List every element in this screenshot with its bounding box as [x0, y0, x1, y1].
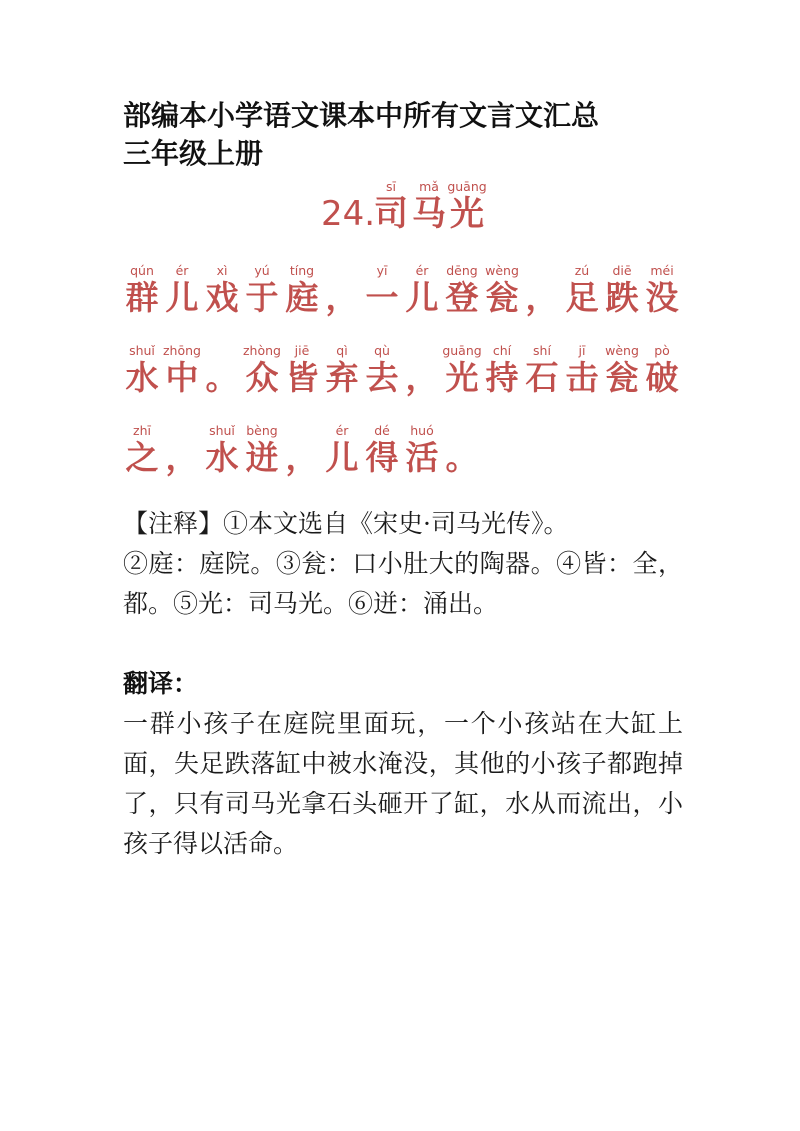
pinyin: guāng — [442, 343, 482, 358]
document-title: 部编本小学语文课本中所有文言文汇总 — [123, 99, 600, 132]
hanzi: 得 — [365, 438, 399, 477]
pinyin: zhōng — [163, 343, 201, 358]
hanzi: 弃 — [325, 358, 359, 397]
pinyin: pò — [654, 343, 670, 358]
pinyin: yī — [376, 263, 388, 278]
pinyin: qù — [374, 343, 390, 358]
hanzi: 皆 — [285, 358, 319, 397]
pinyin: qún — [130, 263, 154, 278]
hanzi: 光 — [450, 194, 484, 234]
pinyin: jī — [578, 343, 586, 358]
hanzi: 儿 — [405, 278, 439, 317]
hanzi: 于 — [245, 278, 279, 317]
hanzi: ， — [525, 278, 559, 317]
hanzi: 。 — [445, 438, 479, 477]
pinyin: guāng — [447, 179, 487, 194]
pinyin: wèng — [605, 343, 639, 358]
pinyin: shuǐ — [129, 343, 155, 358]
hanzi: 之 — [125, 438, 159, 477]
hanzi: 众 — [245, 358, 279, 397]
hanzi: 跌 — [605, 278, 639, 317]
hanzi: 。 — [205, 358, 239, 397]
hanzi: 持 — [485, 358, 519, 397]
hanzi: 石 — [525, 358, 559, 397]
pinyin: tíng — [289, 263, 315, 278]
translation-text: 一群小孩子在庭院里面玩，一个小孩站在大缸上面，失足跌落缸中被水淹没，其他的小孩子都跑掉了，只有司马光拿石头砸开了缸，水从而流出，小孩子得以活命。 — [123, 709, 683, 858]
hanzi: 庭 — [285, 278, 319, 317]
annotations — [123, 504, 683, 624]
classical-text-line-3 — [0, 424, 800, 504]
pinyin: méi — [650, 263, 674, 278]
text-char — [437, 424, 487, 478]
pinyin: mǎ — [419, 179, 439, 194]
hanzi: 瓮 — [605, 358, 639, 397]
hanzi: 中 — [165, 358, 199, 397]
hanzi: 活 — [405, 438, 439, 477]
pinyin: zhī — [133, 423, 151, 438]
pinyin: shí — [533, 343, 551, 358]
hanzi: 破 — [645, 358, 679, 397]
pinyin: bèng — [246, 423, 278, 438]
pinyin: dēng — [446, 263, 478, 278]
pinyin: shuǐ — [209, 423, 235, 438]
hanzi: 光 — [445, 358, 479, 397]
title-char — [442, 180, 492, 234]
hanzi: 迸 — [245, 438, 279, 477]
pinyin: huó — [410, 423, 434, 438]
hanzi: 儿 — [325, 438, 359, 477]
lesson-number-text: 24. — [320, 194, 376, 234]
hanzi: 水 — [205, 438, 239, 477]
classical-text-line-1 — [0, 264, 800, 344]
pinyin: jiē — [294, 343, 310, 358]
lesson-title — [0, 180, 800, 260]
pinyin: sī — [386, 179, 396, 194]
annotations-first-line: 【注释】①本文选自《宋史·司马光传》。 — [123, 509, 569, 538]
pinyin: diē — [612, 263, 632, 278]
text-char — [637, 344, 687, 398]
translation-heading: 翻译： — [123, 669, 199, 698]
classical-text-line-2 — [0, 344, 800, 424]
annotations-body: ②庭：庭院。③瓮：口小肚大的陶器。④皆：全，都。⑤光：司马光。⑥迸：涌出。 — [123, 549, 683, 618]
text-char — [637, 264, 687, 318]
hanzi: 登 — [445, 278, 479, 317]
pinyin — [437, 424, 487, 438]
hanzi: 戏 — [205, 278, 239, 317]
pinyin: ér — [175, 263, 189, 278]
hanzi: 没 — [645, 278, 679, 317]
pinyin: chí — [492, 343, 512, 358]
hanzi: ， — [405, 358, 439, 397]
hanzi: ， — [325, 278, 359, 317]
pinyin: ér — [335, 423, 349, 438]
hanzi: 击 — [565, 358, 599, 397]
pinyin: qì — [336, 343, 348, 358]
hanzi: 足 — [565, 278, 599, 317]
hanzi: 瓮 — [485, 278, 519, 317]
pinyin: zú — [574, 263, 590, 278]
hanzi: 马 — [412, 194, 446, 234]
hanzi: ， — [285, 438, 319, 477]
hanzi: 去 — [365, 358, 399, 397]
hanzi: ， — [165, 438, 199, 477]
pinyin: dé — [374, 423, 390, 438]
pinyin: wèng — [485, 263, 519, 278]
hanzi: 一 — [365, 278, 399, 317]
pinyin: zhòng — [243, 343, 281, 358]
hanzi: 水 — [125, 358, 159, 397]
pinyin: ér — [415, 263, 429, 278]
hanzi: 司 — [374, 194, 408, 234]
pinyin: xì — [216, 263, 228, 278]
pinyin: yú — [254, 263, 270, 278]
hanzi: 儿 — [165, 278, 199, 317]
document-subtitle: 三年级上册 — [123, 137, 264, 170]
hanzi: 群 — [125, 278, 159, 317]
